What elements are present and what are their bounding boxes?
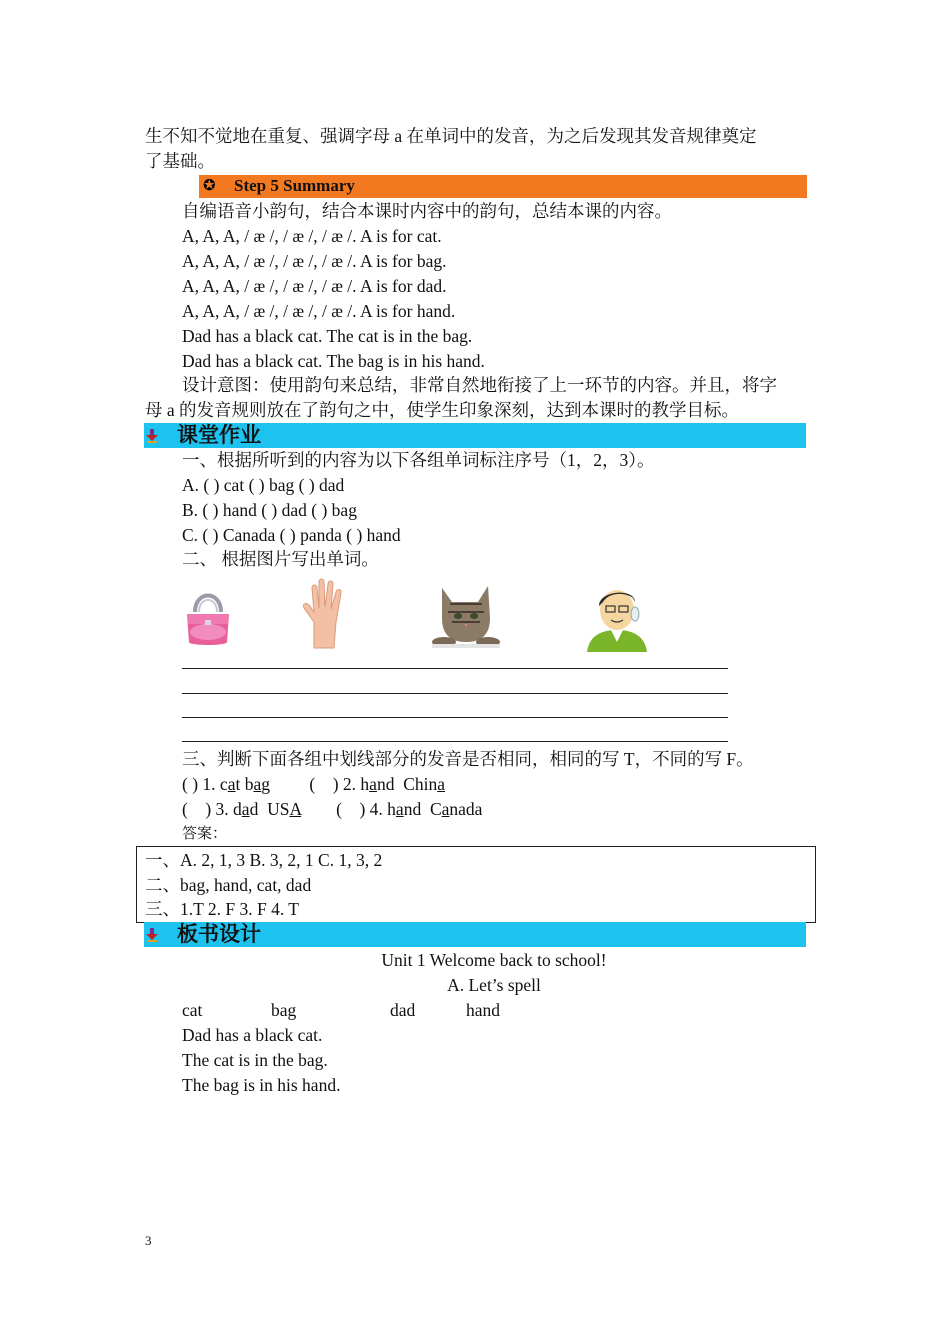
board-title: 板书设计 — [177, 922, 261, 946]
answer-blank-line[interactable] — [182, 693, 728, 694]
board-header-bar — [144, 922, 806, 947]
q3-text: nada — [449, 799, 483, 819]
homework-title: 课堂作业 — [177, 423, 261, 447]
question-3-row-2 — [182, 798, 482, 820]
question-2: 二、 根据图片写出单词。 — [182, 549, 379, 569]
design-intent-line-2: 母 a 的发音规则放在了韵句之中，使学生印象深刻，达到本课时的教学目标。 — [145, 400, 740, 420]
q3-underlined-letter: a — [441, 799, 450, 819]
answer-line: 三、1.T 2. F 3. F 4. T — [145, 899, 299, 919]
down-arrow-icon — [146, 429, 158, 443]
board-sentence: The cat is in the bag. — [182, 1050, 328, 1070]
chant-line: A, A, A, / æ /, / æ /, / æ /. A is for hand. — [182, 301, 456, 321]
question-1: 一、根据所听到的内容为以下各组单词标注序号（1，2，3）。 — [182, 450, 655, 470]
q3-text: t b — [235, 774, 254, 794]
chant-line: Dad has a black cat. The bag is in his hand. — [182, 351, 485, 371]
chant-line: A, A, A, / æ /, / æ /, / æ /. A is for cat. — [182, 226, 442, 246]
chant-line: A, A, A, / æ /, / æ /, / æ /. A is for bag. — [182, 251, 447, 271]
chant-line: Dad has a black cat. The cat is in the bag. — [182, 326, 473, 346]
board-word: hand — [466, 1000, 501, 1020]
step5-description: 自编语音小韵句，结合本课时内容中的韵句，总结本课的内容。 — [182, 201, 672, 221]
chant-line: A, A, A, / æ /, / æ /, / æ /. A is for dad. — [182, 276, 447, 296]
q3-underlined-letter: a — [227, 774, 236, 794]
hand-icon — [300, 578, 346, 650]
answer-blank-line[interactable] — [182, 717, 728, 718]
intro-line-2: 了基础。 — [145, 151, 215, 171]
answer-blank-line[interactable] — [182, 741, 728, 742]
question-1-row-c: C. ( ) Canada ( ) panda ( ) hand — [182, 525, 401, 545]
board-word: bag — [271, 1000, 297, 1020]
star-badge-icon: ✪ — [203, 176, 216, 194]
q3-text: ( ) 4. h — [301, 799, 396, 819]
q3-underlined-letter: A — [289, 799, 302, 819]
page-number: 3 — [145, 1233, 152, 1248]
q3-text: nd Chin — [376, 774, 438, 794]
question-3-row-1 — [182, 773, 445, 795]
q3-underlined-letter: a — [437, 774, 446, 794]
intro-paragraph — [145, 124, 807, 174]
handbag-icon — [183, 584, 233, 650]
answer-blank-line[interactable] — [182, 668, 728, 669]
q3-underlined-letter: a — [395, 799, 404, 819]
man-icon — [585, 584, 649, 652]
question-1-row-a: A. ( ) cat ( ) bag ( ) dad — [182, 475, 345, 495]
cat-icon — [430, 578, 502, 653]
board-sentence: Dad has a black cat. — [182, 1025, 323, 1045]
q3-underlined-letter: a — [241, 799, 250, 819]
answer-label: 答案： — [182, 826, 228, 842]
answer-line: 二、bag, hand, cat, dad — [145, 875, 312, 895]
answer-box — [136, 846, 816, 923]
board-heading-1: Unit 1 Welcome back to school! — [381, 950, 607, 970]
step5-title: Step 5 Summary — [234, 176, 355, 195]
q3-text: nd C — [403, 799, 442, 819]
q3-underlined-letter: a — [253, 774, 262, 794]
question-3: 三、判断下面各组中划线部分的发音是否相同，相同的写 T，不同的写 F。 — [182, 749, 754, 769]
board-word: cat — [182, 1000, 203, 1020]
q3-text: g ( ) 2. h — [261, 774, 370, 794]
q3-text: d US — [249, 799, 290, 819]
question-1-row-b: B. ( ) hand ( ) dad ( ) bag — [182, 500, 357, 520]
board-word: dad — [390, 1000, 416, 1020]
q3-text: ( ) 3. d — [182, 799, 242, 819]
step5-header-bar — [199, 175, 807, 198]
board-sentence: The bag is in his hand. — [182, 1075, 341, 1095]
down-arrow-icon — [146, 928, 158, 942]
board-heading-2: A. Let’s spell — [447, 975, 541, 995]
answer-line: 一、A. 2, 1, 3 B. 3, 2, 1 C. 1, 3, 2 — [145, 850, 383, 870]
intro-line-1: 生不知不觉地在重复、强调字母 a 在单词中的发音，为之后发现其发音规律奠定 — [145, 126, 757, 146]
design-intent-line-1: 设计意图：使用韵句来总结，非常自然地衔接了上一环节的内容。并且，将字 — [182, 375, 777, 395]
homework-header-bar — [144, 423, 806, 448]
q3-underlined-letter: a — [369, 774, 377, 794]
q3-text: ( ) 1. c — [182, 774, 228, 794]
